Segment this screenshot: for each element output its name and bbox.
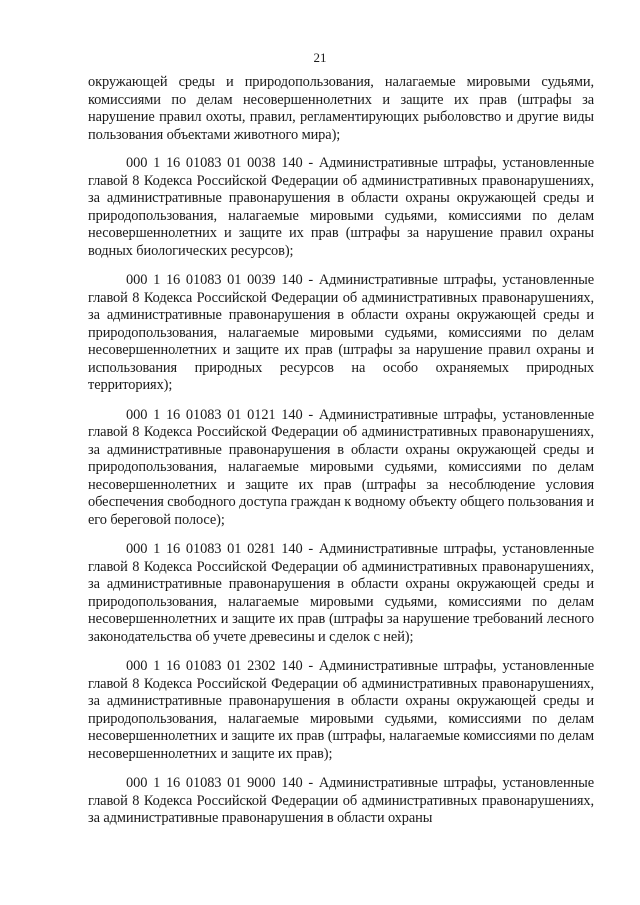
paragraph-code-0281: 000 1 16 01083 01 0281 140 - Административные штрафы, установленные главой 8 Кодекса Российской Федерации об административных правонарушениях, за административные правонарушения в области охраны окружающей среды и природопользования, налагаемые мировыми судьями, комиссиями по делам несовершеннолетних и защите их прав (штрафы за нарушение требований лесного законодательства об учете древесины и сделок с ней); bbox=[88, 541, 594, 645]
paragraph-code-0121: 000 1 16 01083 01 0121 140 - Административные штрафы, установленные главой 8 Кодекса Российской Федерации об административных правонарушениях, за административные правонарушения в области охраны окружающей среды и природопользования, налагаемые мировыми судьями, комиссиями по делам несовершеннолетних и защите их прав (штрафы за несоблюдение условия обеспечения свободного доступа граждан к водному объекту общего пользования и его береговой полосе); bbox=[88, 406, 594, 528]
document-body bbox=[88, 74, 594, 840]
paragraph-code-2302: 000 1 16 01083 01 2302 140 - Административные штрафы, установленные главой 8 Кодекса Российской Федерации об административных правонарушениях, за административные правонарушения в области охраны окружающей среды и природопользования, налагаемые мировыми судьями, комиссиями по делам несовершеннолетних и защите их прав (штрафы, налагаемые комиссиями по делам несовершеннолетних и защите их прав); bbox=[88, 658, 594, 762]
paragraph-code-0038: 000 1 16 01083 01 0038 140 - Административные штрафы, установленные главой 8 Кодекса Российской Федерации об административных правонарушениях, за административные правонарушения в области охраны окружающей среды и природопользования, налагаемые мировыми судьями, комиссиями по делам несовершеннолетних и защите их прав (штрафы за нарушение правил охраны водных биологических ресурсов); bbox=[88, 155, 594, 259]
paragraph-continuation: окружающей среды и природопользования, налагаемые мировыми судьями, комиссиями по делам несовершеннолетних и защите их прав (штрафы за нарушение правил охоты, правил, регламентирующих рыболовство и другие виды пользования объектами животного мира); bbox=[88, 74, 594, 143]
page-number: 21 bbox=[313, 50, 327, 65]
paragraph-code-9000: 000 1 16 01083 01 9000 140 - Административные штрафы, установленные главой 8 Кодекса Российской Федерации об административных правонарушениях, за административные правонарушения в области охраны bbox=[88, 775, 594, 826]
paragraph-code-0039: 000 1 16 01083 01 0039 140 - Административные штрафы, установленные главой 8 Кодекса Российской Федерации об административных правонарушениях, за административные правонарушения в области охраны окружающей среды и природопользования, налагаемые мировыми судьями, комиссиями по делам несовершеннолетних и защите их прав (штрафы за нарушение правил охраны и использования природных ресурсов на особо охраняемых природных территориях); bbox=[88, 272, 594, 393]
